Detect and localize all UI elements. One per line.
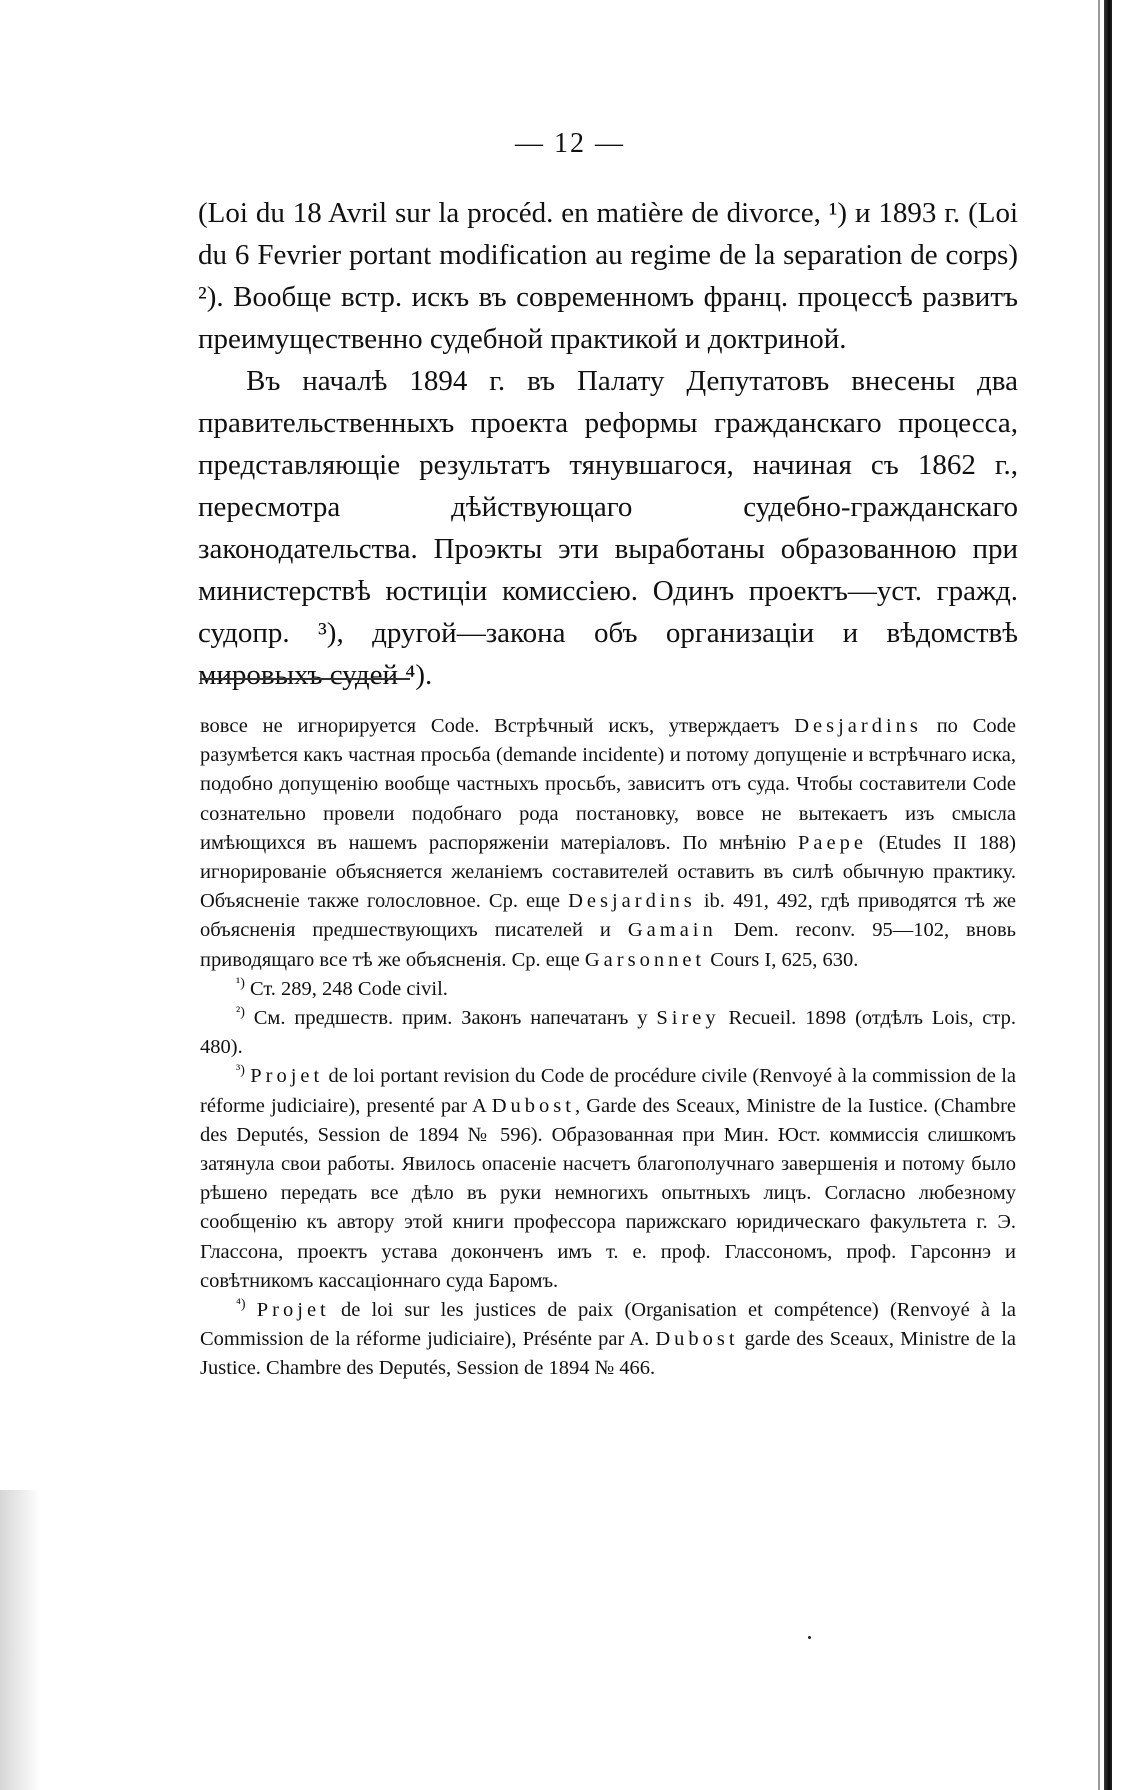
footnote-continuation-text-c: (Etudes II 188) игнорированіе объясняется желаніемъ составителей оставить въ силѣ обычную практику. Объясненіе также голословное. Ср. еще	[200, 831, 1016, 913]
footnotes	[200, 712, 1016, 1384]
scan-shadow	[0, 1490, 40, 1790]
author-name: Garsonnet	[584, 948, 706, 971]
main-paragraph-1: (Loi du 18 Avril sur la procéd. en matière de divorce, ¹) и 1893 г. (Loi du 6 Fevrier portant modification au regime de la separation de corps) ²). Вообще встр. искъ въ современномъ франц. процессѣ развитъ преимущественно судебной практикой и доктриной.	[198, 197, 1018, 355]
book-spine-edge	[1104, 0, 1112, 1790]
footnote-2-text-a: См. предшеств. прим. Законъ напечатанъ у	[244, 1007, 657, 1030]
footnote-2	[200, 1004, 1016, 1062]
footnote-marker: ¹)	[236, 976, 245, 991]
projet-label: Projet	[250, 1065, 324, 1088]
footnote-continuation-text-e: Dem. reconv. 95—102, вновь приводящаго все тѣ же объясненія. Ср. еще	[200, 919, 1016, 971]
footnote-1-text: Ст. 289, 248 Code civil.	[244, 977, 448, 1000]
footnote-2-text-b: Recueil. 1898 (отдѣлъ Lois, стр. 480).	[200, 1007, 1016, 1059]
footnote-continuation-text-a: вовсе не игнорируется Code. Встрѣчный искъ, утверждаетъ	[200, 715, 795, 737]
footnote-1	[200, 975, 1016, 1004]
footnote-4-text-a: de loi sur les justices de paix (Organisation et compétence) (Renvoyé à la Commission de la réforme judiciaire), Présénte par A.	[200, 1299, 1017, 1351]
footnote-4-text-b: garde des Sceaux, Ministre de la Justice. Chambre des Deputés, Session de 1894 № 466.	[200, 1328, 1016, 1380]
footnote-continuation-text-f: Cours I, 625, 630.	[705, 948, 859, 971]
page-edge-line	[1098, 0, 1100, 1790]
author-name: Sirey	[656, 1007, 720, 1030]
footnote-marker: ²)	[236, 1005, 245, 1021]
footnote-divider	[200, 678, 410, 680]
footnote-4	[200, 1296, 1016, 1384]
author-name: Dubost	[655, 1328, 739, 1351]
author-name: Desjardins	[794, 715, 922, 737]
page-number: — 12 —	[515, 128, 625, 159]
footnote-3-text-b: , Garde des Sceaux, Ministre de la Iustice. (Chambre des Deputés, Session de 1894 № 596). Образованная при Мин. Юст. коммиссія слишкомъ затянула свои работы. Явилось опасеніе насчетъ благополучнаго завершенія и потому было рѣшено передать все дѣло въ руки немногихъ опытныхъ лицъ. Согласно любезному сообщенію къ автору этой книги профессора парижскаго юридическаго факультета г. Э. Глассона, проектъ устава доконченъ имъ т. е. проф. Глассономъ, проф. Гарсоннэ и совѣтникомъ кассаціоннаго суда Баромъ.	[200, 1094, 1016, 1292]
footnote-continuation-text-d: ib. 491, 492, гдѣ приводятся тѣ же объясненія предшествующихъ писателей и	[200, 890, 1016, 942]
footnote-marker: ³)	[236, 1063, 245, 1079]
projet-label: Projet	[256, 1299, 330, 1322]
footnote-3	[200, 1062, 1016, 1296]
footnote-3-text-a: de loi portant revision du Code de procédure civile (Renvoyé à la commission de la réforme judiciaire), presenté par A	[200, 1065, 1017, 1117]
footnote-continuation-text-b: по Code разумѣется какъ частная просьба (demande incidente) и потому допущеніе и встрѣчнаго иска, подобно допущенію вообще частныхъ просьбъ, зависитъ отъ суда. Чтобы составители Code сознательно провели подобнаго рода постановку, вовсе не вытекаетъ изъ смысла имѣющихся въ нашемъ распоряженіи матеріаловъ. По мнѣнію	[200, 715, 1016, 854]
scan-speck	[808, 1636, 811, 1639]
main-paragraph-2: Въ началѣ 1894 г. въ Палату Депутатовъ внесены два правительственныхъ проекта реформы гражданскаго процесса, представляющіе результатъ тянувшагося, начиная съ 1862 г., пересмотра дѣйствующаго судебно-гражданскаго законодательства. Проэкты эти выработаны образованною при министерствѣ юстиціи комиссіею. Одинъ проектъ—уст. гражд. судопр. ³), другой—закона объ организаціи и вѣдомствѣ мировыхъ судей ⁴).	[198, 365, 1018, 691]
author-name: Gamain	[627, 919, 717, 942]
author-name: Paepe	[797, 831, 867, 854]
author-name: Desjardins	[568, 890, 696, 913]
main-body	[198, 192, 1018, 696]
author-name: Dubost	[491, 1094, 575, 1117]
footnote-marker: ⁴)	[236, 1297, 246, 1313]
footnote-continuation	[200, 712, 1016, 975]
